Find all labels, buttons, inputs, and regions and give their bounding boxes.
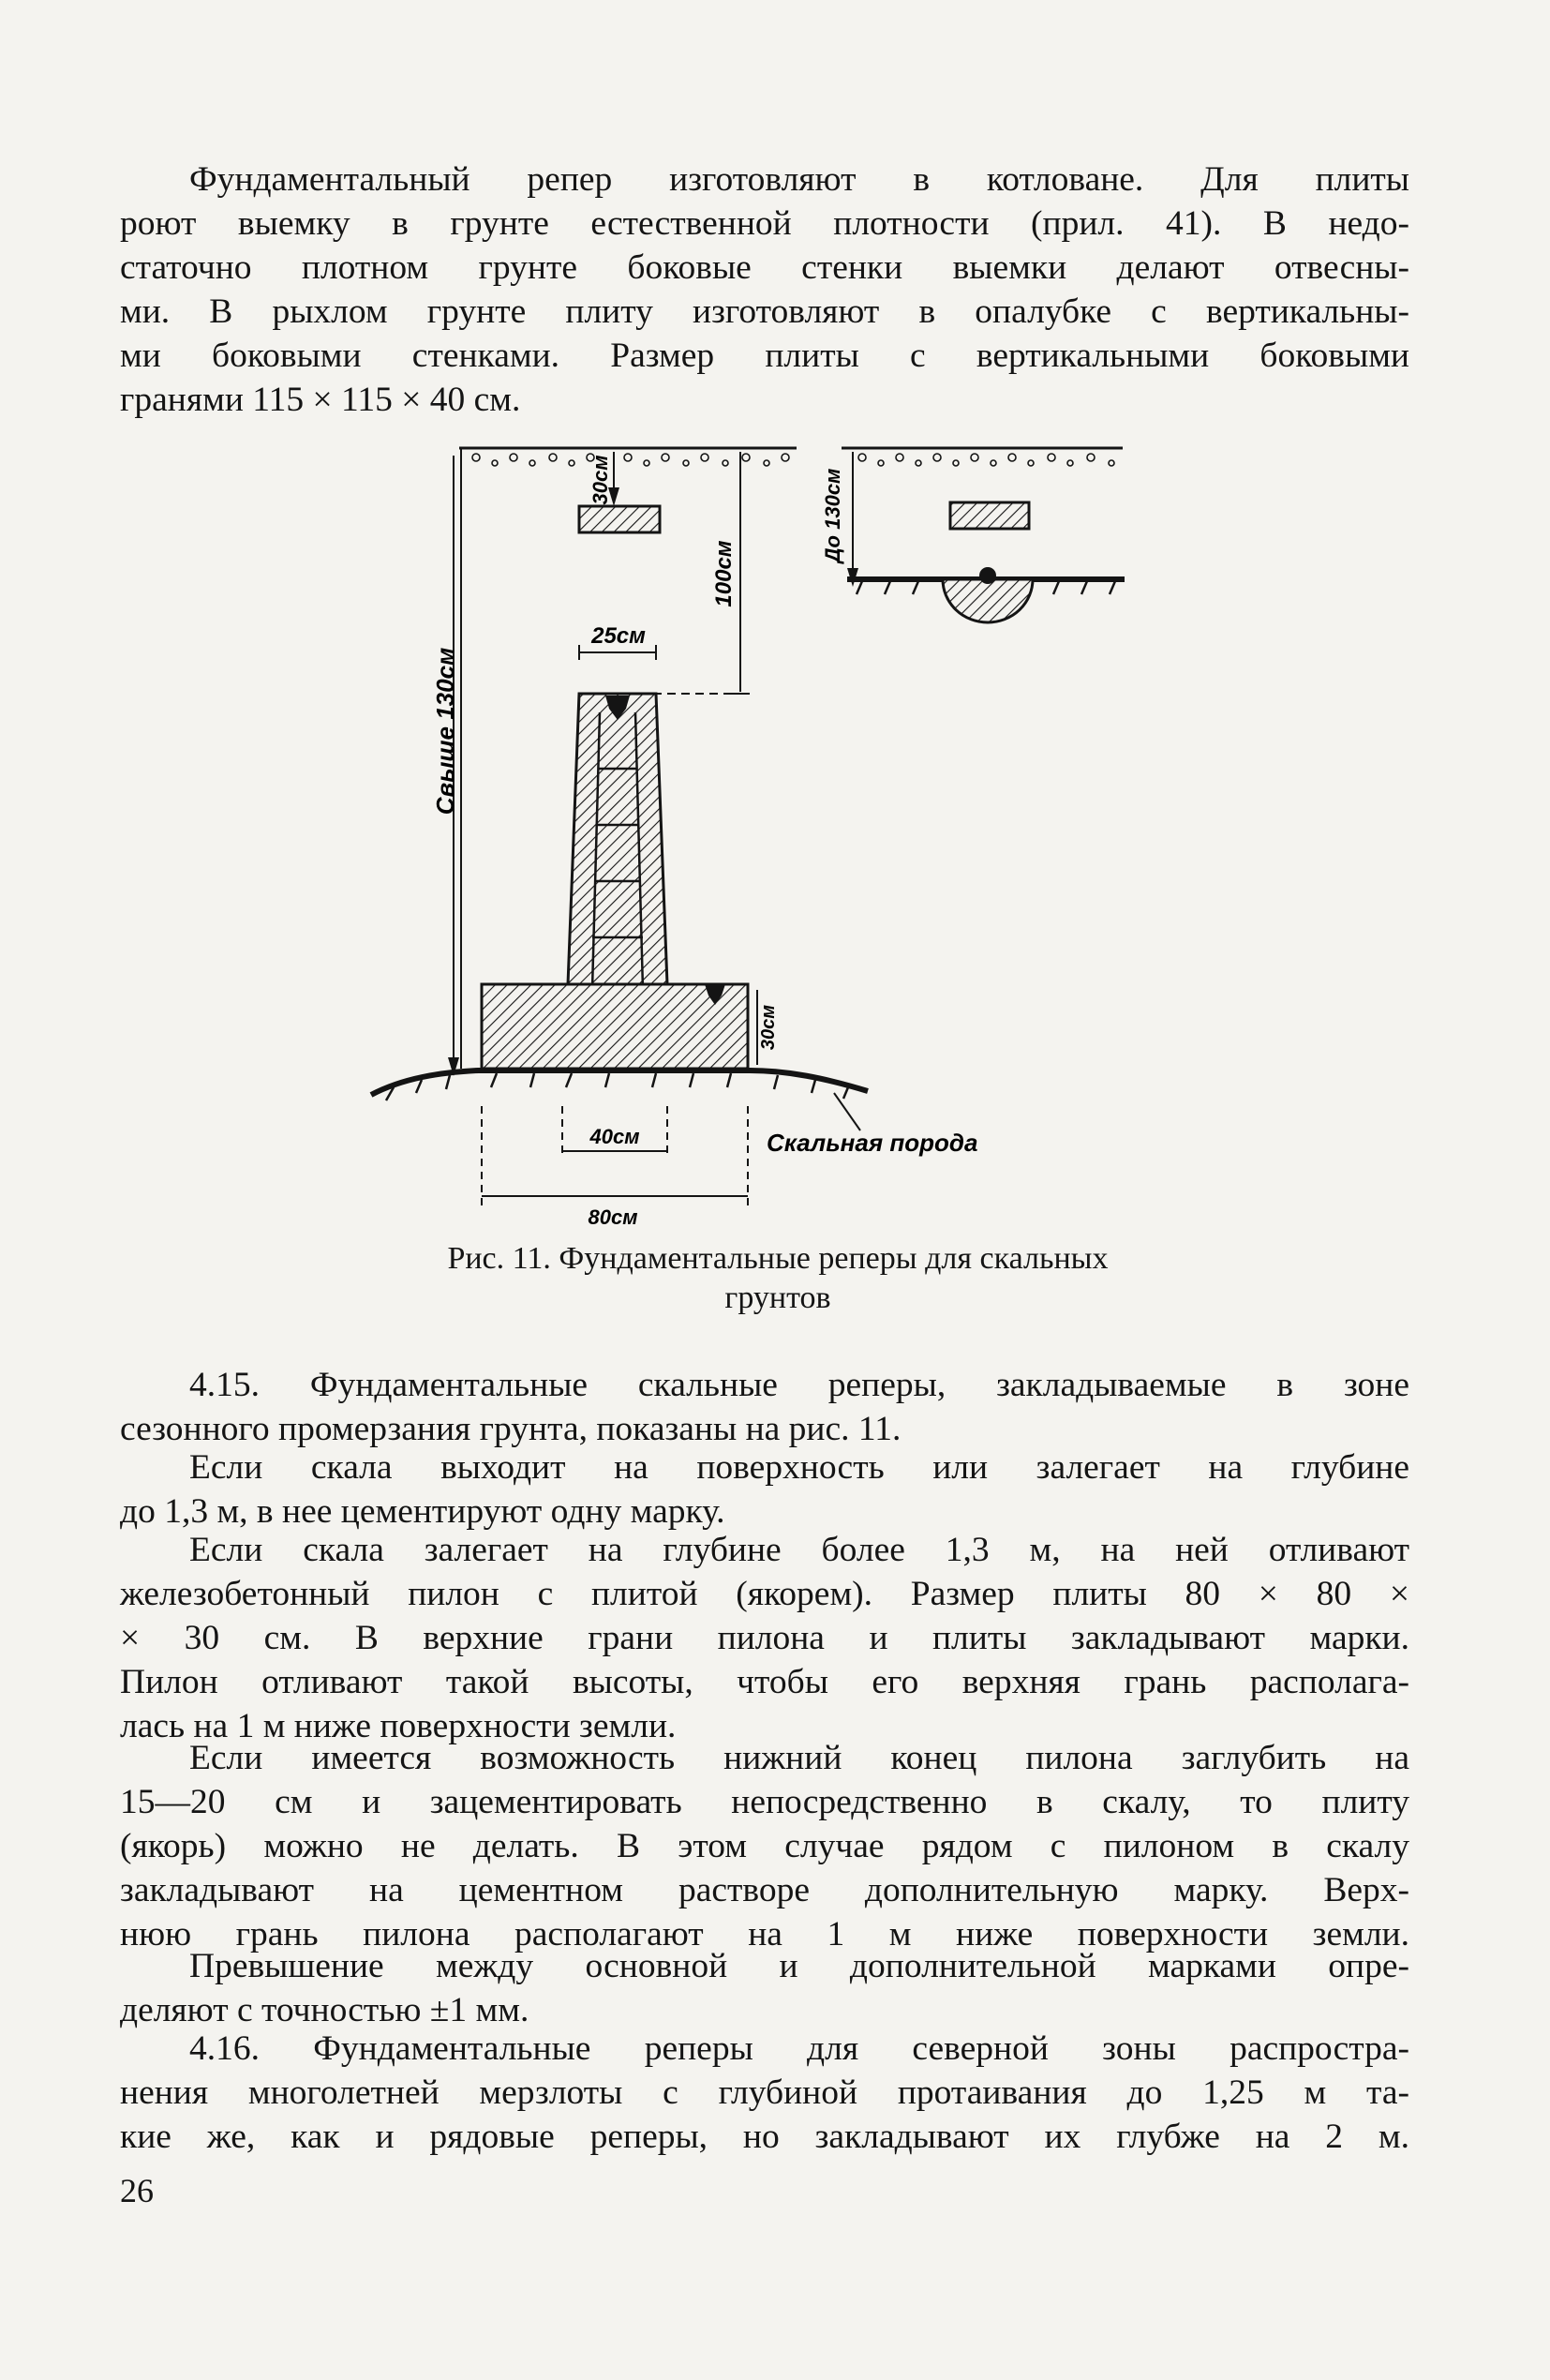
text-line: Фундаментальный репер изготовляют в котловане. Для плиты: [189, 160, 1409, 199]
caption-line: грунтов: [724, 1280, 831, 1315]
text-line: 4.15. Фундаментальные скальные реперы, закладываемые в зоне: [189, 1366, 1409, 1404]
text-line: до 1,3 м, в нее цементируют одну марку.: [120, 1492, 725, 1531]
label-dim-100: 100см: [711, 540, 737, 607]
text-line: статочно плотном грунте боковые стенки выемки делают отвесны-: [120, 248, 1409, 287]
text-line: Если скала выходит на поверхность или залегает на глубине: [189, 1448, 1409, 1487]
text-line: Если имеется возможность нижний конец пилона заглубить на: [189, 1739, 1409, 1777]
text-line: ми. В рыхлом грунте плиту изготовляют в опалубке с вертикальны-: [120, 292, 1409, 331]
rock-surface: [371, 1070, 868, 1095]
label-dim-upto130: До 130см: [821, 468, 844, 563]
label-dim-over130: Свыше 130см: [431, 647, 459, 816]
pylon: [568, 694, 667, 984]
figure-caption: [356, 1239, 1200, 1318]
mark-plate-right: [950, 502, 1029, 529]
text-line: 15—20 см и зацементировать непосредственно в скалу, то плиту: [120, 1783, 1409, 1821]
text-line: ми боковыми стенками. Размер плиты с вертикальными боковыми: [120, 337, 1409, 375]
text-line: железобетонный пилон с плитой (якорем). Размер плиты 80 × 80 ×: [120, 1575, 1409, 1613]
text-line: кие же, как и рядовые реперы, но закладывают их глубже на 2 м.: [120, 2118, 1409, 2156]
text-line: Если скала залегает на глубине более 1,3 м, на ней отливают: [189, 1531, 1409, 1569]
text-line: гранями 115 × 115 × 40 см.: [120, 381, 521, 419]
mark-plate-top: [579, 506, 660, 532]
label-rock: Скальная порода: [767, 1129, 978, 1157]
page-number: 26: [120, 2172, 154, 2209]
label-dim-25: 25см: [591, 623, 646, 649]
text-line: Превышение между основной и дополнительной марками опре-: [189, 1947, 1409, 1985]
anchor-plate: [482, 984, 748, 1069]
text-line: (якорь) можно не делать. В этом случае рядом с пилоном в скалу: [120, 1827, 1409, 1865]
diagram-shallow-rock: [821, 448, 1125, 622]
text-line: деляют с точностью ±1 мм.: [120, 1991, 529, 2029]
text-line: 4.16. Фундаментальные реперы для северной зоны распростра-: [189, 2029, 1409, 2068]
cement-socket: [943, 579, 1033, 622]
paragraph-4-16: [120, 2027, 1409, 2159]
text-line: Пилон отливают такой высоты, чтобы его верхняя грань располага-: [120, 1663, 1409, 1701]
text-line: нения многолетней мерзлоты с глубиной протаивания до 1,25 м та-: [120, 2073, 1409, 2112]
diagram-deep-rock: [371, 448, 977, 1229]
text-line: закладывают на цементном растворе дополнительную марку. Верх-: [120, 1871, 1409, 1909]
text-line: лась на 1 м ниже поверхности земли.: [120, 1707, 677, 1745]
paragraph-excess: [120, 1944, 1409, 2032]
text-line: нюю грань пилона располагают на 1 м ниже поверхности земли.: [120, 1915, 1409, 1953]
gravel-layer: [472, 454, 789, 466]
label-dim-30-base: 30см: [758, 1004, 779, 1051]
text-line: × 30 см. В верхние грани пилона и плиты закладывают марки.: [120, 1619, 1409, 1657]
label-dim-80: 80см: [588, 1205, 638, 1229]
paragraph-4-15: [120, 1363, 1409, 1451]
paragraph-pylon: [120, 1736, 1409, 1956]
label-dim-30: 30см: [589, 455, 612, 505]
paragraph-rock-deep: [120, 1528, 1409, 1748]
paragraph-rock-surface: [120, 1445, 1409, 1534]
label-dim-40: 40см: [589, 1125, 640, 1148]
text-line: роют выемку в грунте естественной плотности (прил. 41). В недо-: [120, 204, 1409, 243]
mark-right: [979, 567, 996, 584]
caption-line: Рис. 11. Фундаментальные реперы для скальных: [447, 1241, 1109, 1276]
text-line: сезонного промерзания грунта, показаны на рис. 11.: [120, 1410, 902, 1448]
